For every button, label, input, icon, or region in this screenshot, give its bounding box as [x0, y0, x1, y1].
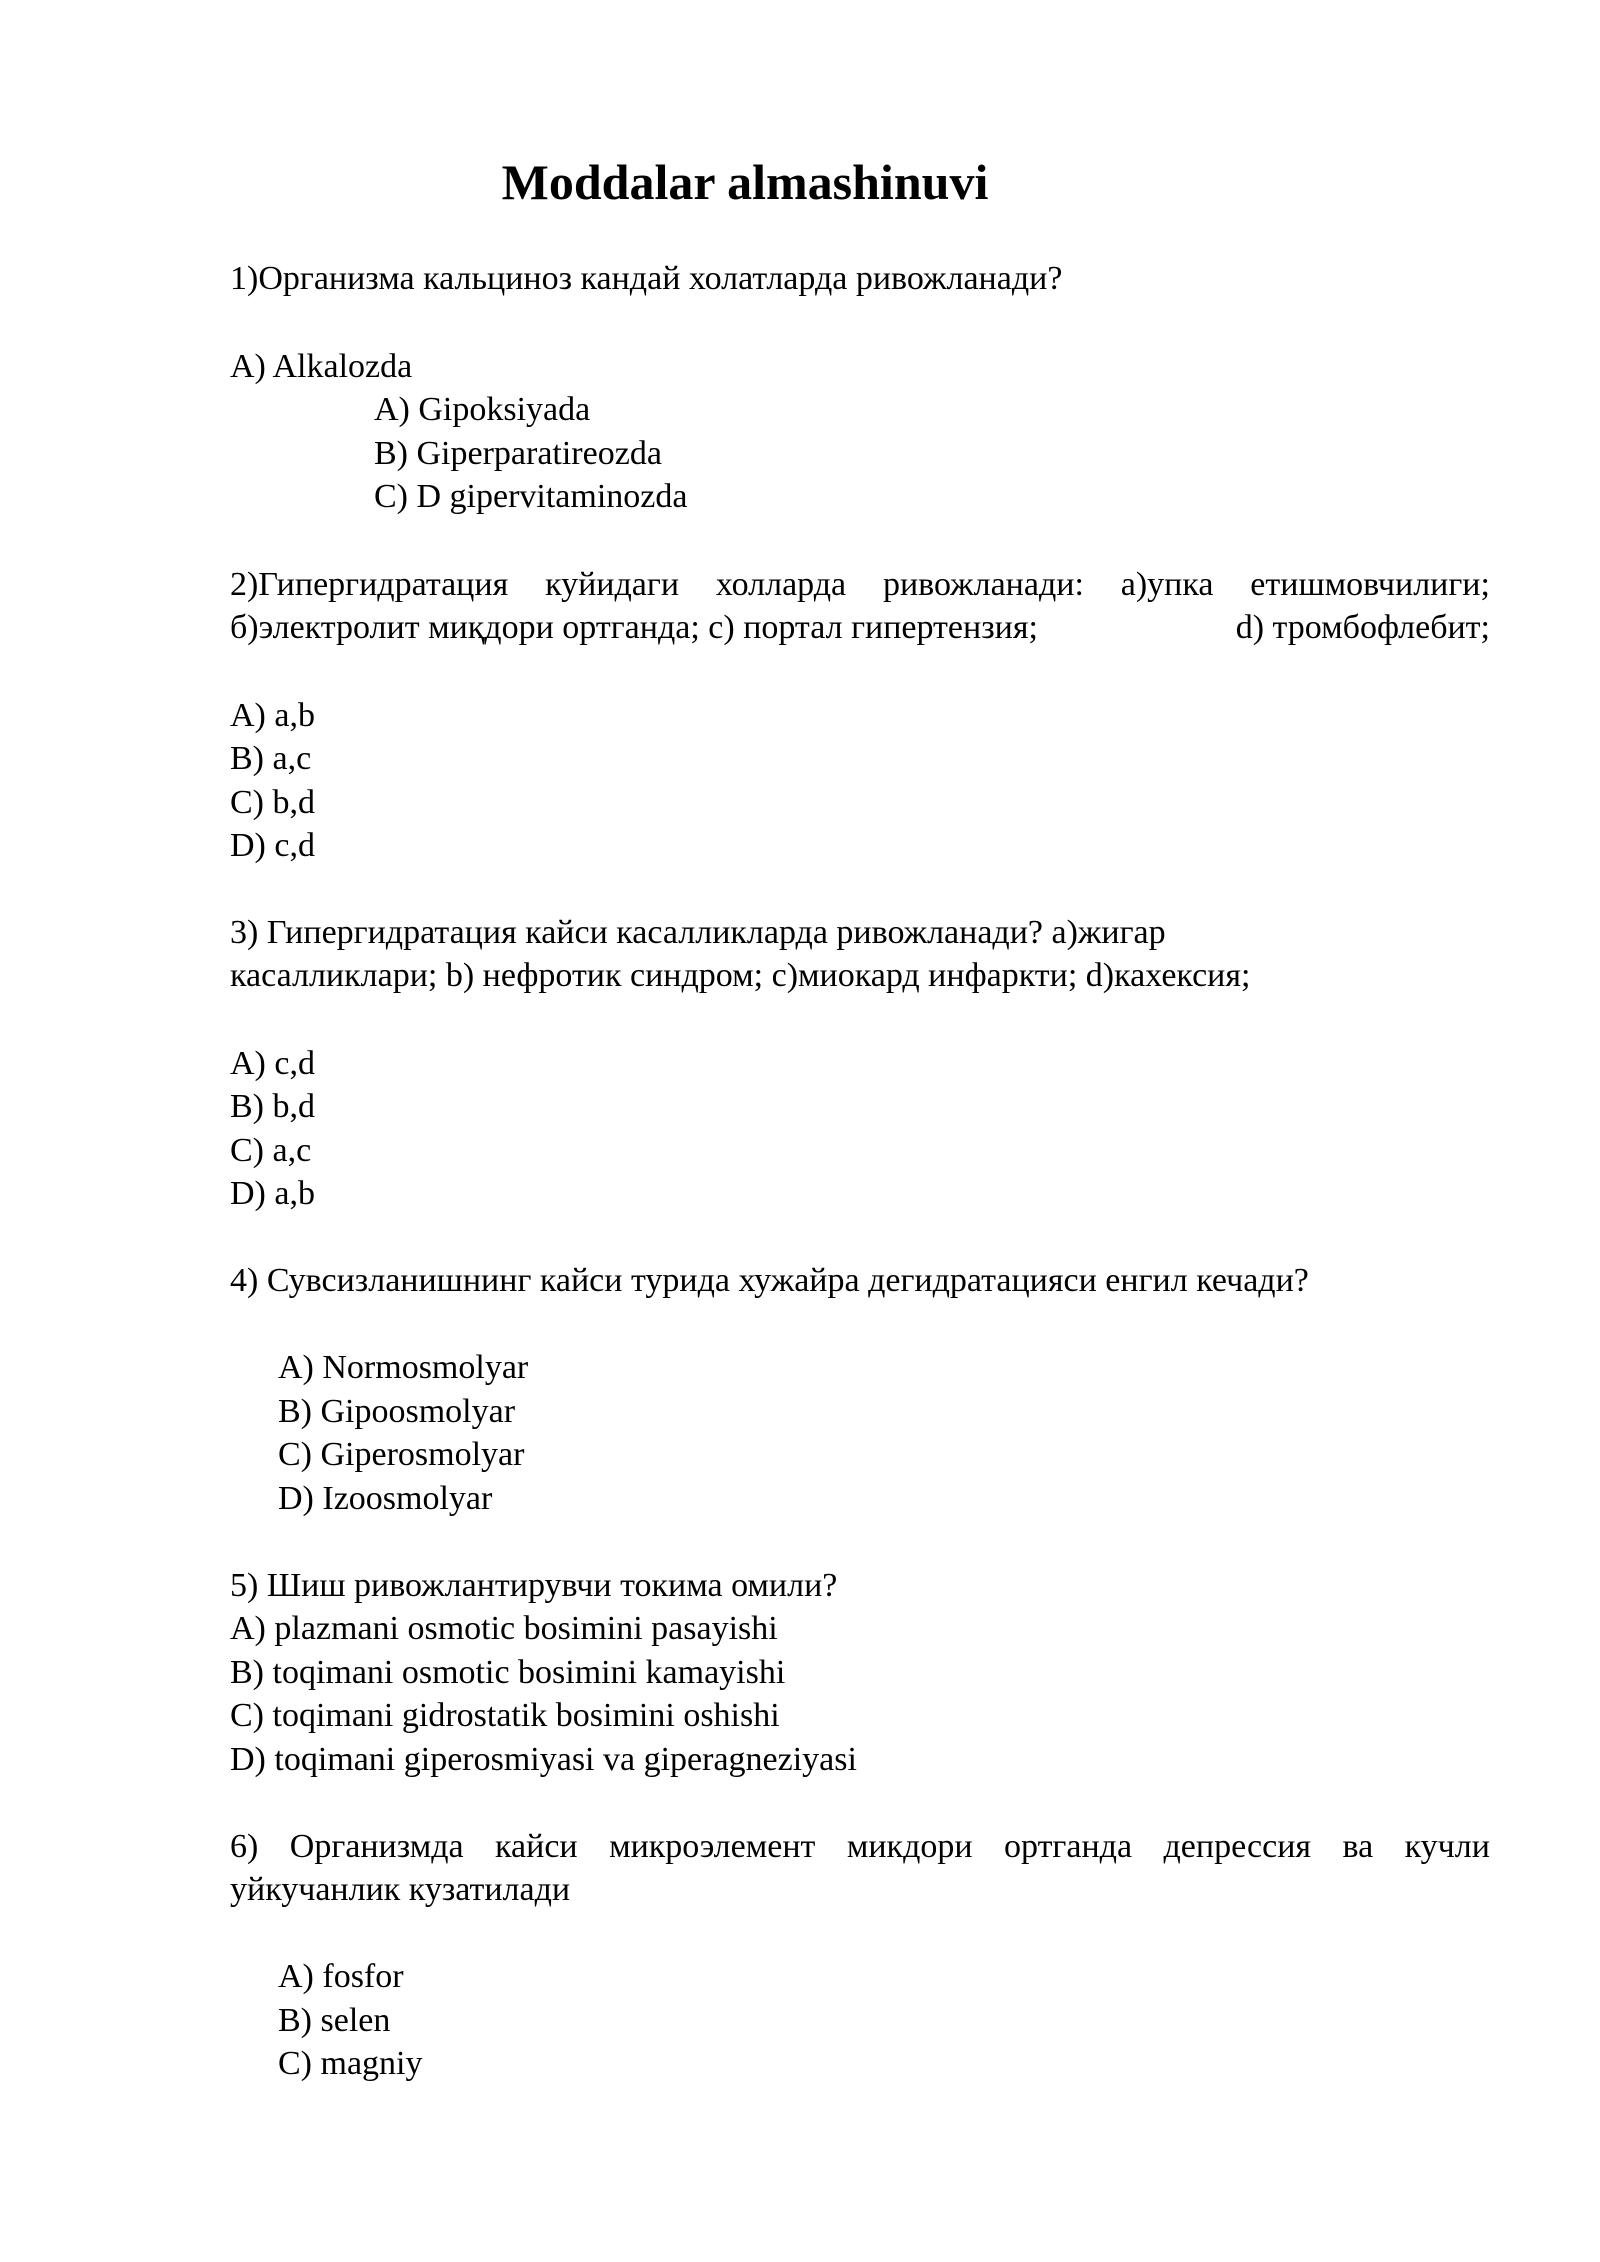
question-3-option: B) b,d: [230, 1088, 315, 1125]
question-3-text-line-2: касалликлари; b) нефротик синдром; с)миокард инфаркти; d)кахексия;: [230, 957, 1251, 994]
question-2-text-line-1: [230, 563, 1490, 607]
question-6-option: C) magniy: [278, 2045, 423, 2082]
question-1-option: C) D gipervitaminozda: [374, 478, 688, 515]
question-2-option: A) a,b: [230, 697, 315, 734]
question-4-option: C) Giperosmolyar: [278, 1436, 525, 1473]
page-title: Moddalar almashinuvi: [501, 154, 989, 210]
question-2-text-part: б)электролит миқдори ортганда; с) портал гипертензия;: [230, 609, 1038, 646]
question-6-word: 6): [230, 1828, 259, 1865]
question-6-word: микроэлемент: [609, 1828, 816, 1865]
question-2-option: B) a,c: [230, 740, 312, 777]
question-2-option: C) b,d: [230, 784, 315, 821]
question-2-word: 2)Гипергидратация: [230, 566, 509, 603]
question-6-word: микдори: [846, 1828, 973, 1865]
question-4-option: B) Gipoosmolyar: [278, 1393, 516, 1430]
question-2-word: а)упка: [1120, 566, 1214, 603]
question-2-text-part: d) тромбофлебит;: [1235, 609, 1490, 646]
question-1-option: A) Alkalozda: [230, 348, 413, 385]
question-2-option: D) c,d: [230, 827, 315, 864]
question-2-word: етишмовчилиги;: [1250, 566, 1490, 603]
question-3-text-line-1: 3) Гипергидратация кайси касалликларда ривожланади? а)жигар: [230, 914, 1166, 951]
question-2-word: куйидаги: [545, 566, 680, 603]
question-2-text-line-2: [230, 606, 1490, 650]
question-6-word: кучли: [1404, 1828, 1490, 1865]
question-1-text: 1)Организма кальциноз кандай холатларда ривожланади?: [230, 260, 1063, 297]
question-3-option: A) c,d: [230, 1045, 315, 1082]
question-2-word: ривожланади:: [882, 566, 1084, 603]
question-5-option: A) plazmani osmotic bosimini pasayishi: [230, 1610, 778, 1647]
question-6-word: Организмда: [289, 1828, 464, 1865]
question-6-text-line-2: уйкучанлик кузатилади: [230, 1871, 571, 1908]
question-5-option: C) toqimani gidrostatik bosimini oshishi: [230, 1697, 780, 1734]
question-3-option: D) a,b: [230, 1175, 315, 1212]
question-5-option: D) toqimani giperosmiyasi va giperagneziyasi: [230, 1741, 857, 1778]
question-6-option: B) selen: [278, 2002, 391, 2039]
question-1-option: B) Giperparatireozda: [374, 435, 662, 472]
question-6-word: кайси: [495, 1828, 578, 1865]
question-5-text: 5) Шиш ривожлантирувчи токима омили?: [230, 1567, 838, 1604]
question-4-option: A) Normosmolyar: [278, 1349, 529, 1386]
question-4-text: 4) Сувсизланишнинг кайси турида хужайра дегидратацияси енгил кечади?: [230, 1262, 1309, 1299]
question-6-text-line-1: [230, 1825, 1490, 1869]
question-3-option: C) a,c: [230, 1132, 312, 1169]
question-6-word: депрессия: [1163, 1828, 1312, 1865]
question-6-option: A) fosfor: [278, 1958, 404, 1995]
question-6-word: ортганда: [1004, 1828, 1133, 1865]
question-4-option: D) Izoosmolyar: [278, 1480, 493, 1517]
question-6-word: ва: [1342, 1828, 1374, 1865]
question-1-option: A) Gipoksiyada: [374, 391, 591, 428]
question-2-word: холларда: [715, 566, 847, 603]
question-5-option: B) toqimani osmotic bosimini kamayishi: [230, 1654, 786, 1691]
